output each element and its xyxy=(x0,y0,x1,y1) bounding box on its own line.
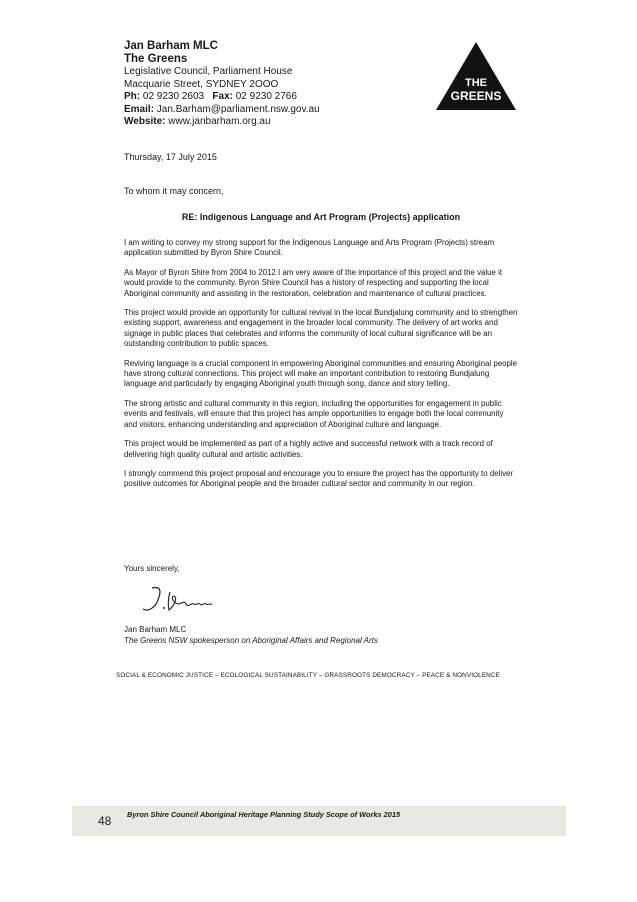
paragraph-1: I am writing to convey my strong support for the Indigenous Language and Arts Program (Projects) stream application submitted by Byron Shire Council. xyxy=(124,238,495,258)
paragraph-2: As Mayor of Byron Shire from 2004 to 2012 I am very aware of the importance of this project and the value it would provide to the community. Byron Shire Council has a history of respecting and supporting the local Aboriginal community and assisting in the restoration, celebration and maintenance of cultural practices. xyxy=(124,267,503,298)
paragraph-5: The strong artistic and cultural community in this region, including the opportunities for engagement in public events and festivals, will ensure that this project has ample opportunities to engage both the local community and visitors, enhancing understanding and appreciation of Aboriginal culture and language. xyxy=(124,398,504,429)
signatory-role: The Greens NSW spokesperson on Aboriginal Affairs and Regional Arts xyxy=(124,636,378,645)
document-title: Byron Shire Council Aboriginal Heritage Planning Study Scope of Works 2015 xyxy=(127,810,401,819)
phone-label: Ph: xyxy=(124,91,141,102)
letterhead xyxy=(124,40,424,129)
page-number: 48 xyxy=(98,814,112,828)
fax-label: Fax: xyxy=(212,91,233,102)
paragraph-7: I strongly commend this project proposal and encourage you to ensure the project has the opportunity to deliver positive outcomes for Aboriginal people and the broader cultural sector and community in our region. xyxy=(124,468,514,489)
sender-party: The Greens xyxy=(124,53,188,65)
logo-text-the: THE xyxy=(465,77,487,89)
email-value: Jan.Barham@parliament.nsw.gov.au xyxy=(156,103,320,115)
website-line xyxy=(124,116,424,129)
salutation: To whom it may concern, xyxy=(124,186,224,196)
phone-fax-line xyxy=(124,91,424,104)
phone-value: 02 9230 2603 xyxy=(142,91,205,102)
subject-line: RE: Indigenous Language and Art Program (Projects) application xyxy=(181,212,461,222)
logo-text-greens: GREENS xyxy=(450,89,502,103)
closing: Yours sincerely, xyxy=(124,564,180,573)
paragraph-6: This project would be implemented as part of a highly active and successful network with a track record of delivering high quality cultural and artistic activities. xyxy=(124,439,493,459)
address-line-1: Legislative Council, Parliament House xyxy=(124,66,293,77)
sender-name: Jan Barham MLC xyxy=(124,40,218,52)
signatory-name: Jan Barham MLC xyxy=(124,625,187,634)
page-footer xyxy=(72,806,566,836)
paragraph-3: This project would provide an opportunity for cultural revival in the local Bundjalung community and to strengthen existing support, awareness and engagement in the broader local community. The delivery of art works and signage in public places that celebrates and informs the community of local cultural significance will be an outstanding contribution to public spaces. xyxy=(124,308,518,349)
address-line-2: Macquarie Street, SYDNEY 2OOO xyxy=(124,78,279,90)
party-values-line: SOCIAL & ECONOMIC JUSTICE – ECOLOGICAL SUSTAINABILITY – GRASSROOTS DEMOCRACY – PEACE & NONVIOLENCE xyxy=(116,672,500,679)
greens-triangle-logo xyxy=(434,40,518,112)
email-line xyxy=(124,104,424,117)
letter-date: Thursday, 17 July 2015 xyxy=(124,152,217,162)
email-label: Email: xyxy=(124,103,155,115)
website-label: Website: xyxy=(124,116,166,127)
fax-value: 02 9230 2766 xyxy=(235,91,297,102)
website-value: www.janbarham.org.au xyxy=(168,116,271,127)
letter-body xyxy=(124,238,518,499)
paragraph-4: Reviving language is a crucial component in empowering Aboriginal communities and ensuring Aboriginal people have strong cultural connections. This project will make an important contribution to restoring Bundjalung language and particularly by engaging Aboriginal youth through song, dance and story telling. xyxy=(124,358,518,389)
handwritten-signature xyxy=(138,582,218,616)
